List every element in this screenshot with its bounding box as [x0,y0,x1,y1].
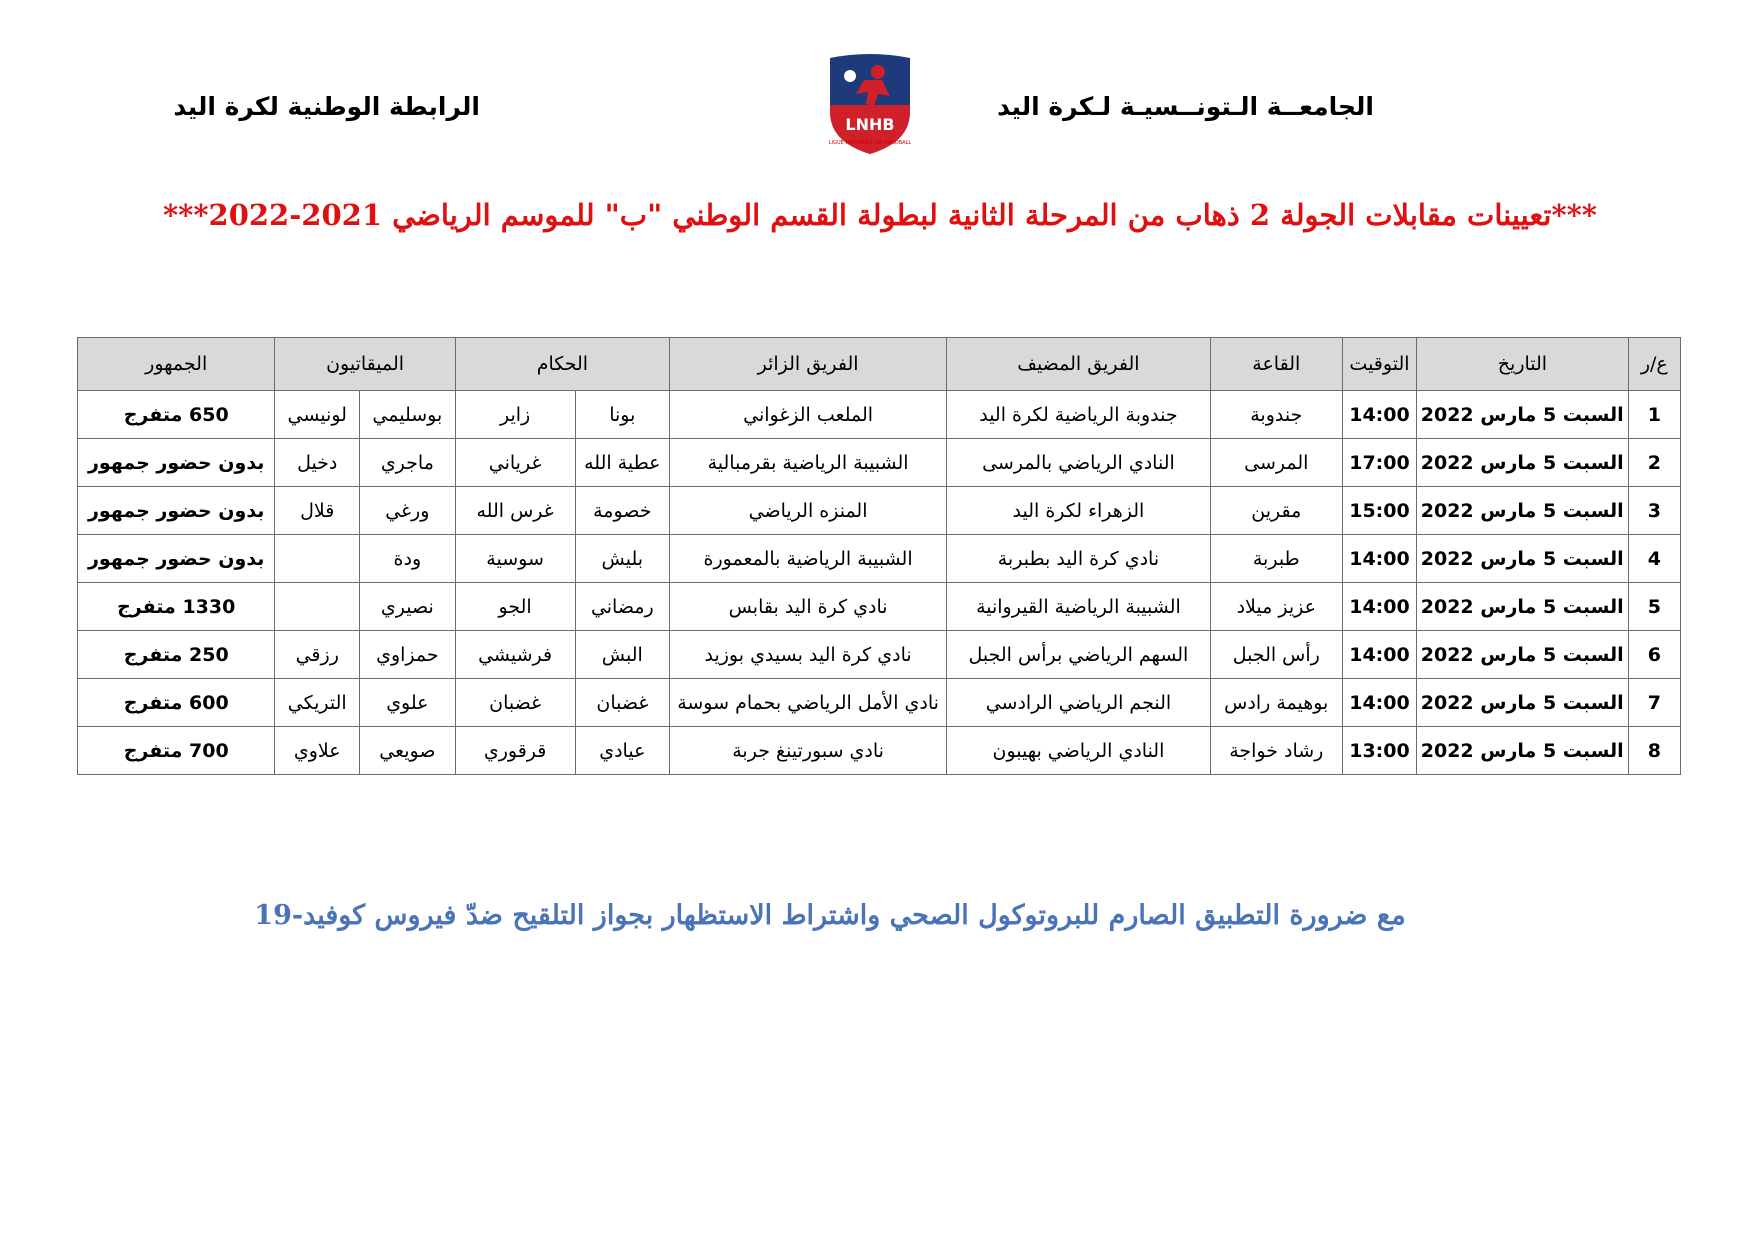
row-timekeeper-2: علاوي [275,727,360,775]
row-venue: رشاد خواجة [1210,727,1342,775]
row-away: نادي كرة اليد بسيدي بوزيد [670,631,947,679]
row-venue: عزيز ميلاد [1210,583,1342,631]
row-num: 5 [1628,583,1680,631]
row-home: الشبيبة الرياضية القيروانية [947,583,1211,631]
header-referees: الحكام [455,338,669,391]
row-venue: مقرين [1210,487,1342,535]
table-row [78,487,1681,535]
row-date: السبت 5 مارس 2022 [1417,535,1628,583]
row-num: 6 [1628,631,1680,679]
page-title: ***تعيينات مقابلات الجولة 2 ذهاب من المرحلة الثانية لبطولة القسم الوطني "ب" للموسم الرياضي 2021-2022*** [163,198,1597,232]
row-away: الملعب الزغواني [670,391,947,439]
table-row [78,439,1681,487]
row-referee-1: خصومة [575,487,670,535]
row-audience: 700 متفرج [78,727,275,775]
row-num: 1 [1628,391,1680,439]
row-time: 14:00 [1342,583,1417,631]
row-home: النادي الرياضي بالمرسى [947,439,1211,487]
row-away: نادي كرة اليد بقابس [670,583,947,631]
row-date: السبت 5 مارس 2022 [1417,439,1628,487]
row-timekeeper-2 [275,535,360,583]
row-referee-1: بليش [575,535,670,583]
table-row [78,727,1681,775]
row-home: السهم الرياضي برأس الجبل [947,631,1211,679]
row-timekeeper-1: ورغي [360,487,456,535]
row-audience: بدون حضور جمهور [78,487,275,535]
logo-subtitle: LIGUE NATIONALE DE HANDBALL [828,140,912,146]
row-num: 4 [1628,535,1680,583]
row-time: 14:00 [1342,679,1417,727]
row-referee-1: عيادي [575,727,670,775]
row-timekeeper-2: قلال [275,487,360,535]
row-audience: 250 متفرج [78,631,275,679]
schedule-table [77,337,1681,775]
header-venue: القاعة [1210,338,1342,391]
row-referee-2: زاير [455,391,575,439]
row-timekeeper-1: صويعي [360,727,456,775]
row-venue: المرسى [1210,439,1342,487]
table-row [78,631,1681,679]
row-audience: 600 متفرج [78,679,275,727]
row-audience: بدون حضور جمهور [78,535,275,583]
table-row [78,679,1681,727]
row-timekeeper-1: بوسليمي [360,391,456,439]
row-time: 14:00 [1342,391,1417,439]
row-timekeeper-1: ودة [360,535,456,583]
row-referee-2: سوسية [455,535,575,583]
row-away: الشبيبة الرياضية بالمعمورة [670,535,947,583]
header-date: التاريخ [1417,338,1628,391]
row-date: السبت 5 مارس 2022 [1417,679,1628,727]
logo-text: LNHB [845,115,895,134]
header-away: الفريق الزائر [670,338,947,391]
row-num: 3 [1628,487,1680,535]
row-time: 14:00 [1342,535,1417,583]
row-away: المنزه الرياضي [670,487,947,535]
table-row [78,391,1681,439]
row-home: النادي الرياضي بهيبون [947,727,1211,775]
row-timekeeper-2: لونيسي [275,391,360,439]
row-timekeeper-2: رزقي [275,631,360,679]
row-timekeeper-2: دخيل [275,439,360,487]
row-timekeeper-2: التريكي [275,679,360,727]
row-time: 13:00 [1342,727,1417,775]
row-referee-1: البش [575,631,670,679]
header-num: ع/ر [1628,338,1680,391]
row-num: 7 [1628,679,1680,727]
row-date: السبت 5 مارس 2022 [1417,631,1628,679]
row-time: 14:00 [1342,631,1417,679]
header-timekeepers: الميقاتيون [275,338,455,391]
row-referee-2: قرقوري [455,727,575,775]
row-time: 17:00 [1342,439,1417,487]
row-num: 8 [1628,727,1680,775]
row-timekeeper-1: علوي [360,679,456,727]
health-notice: مع ضرورة التطبيق الصارم للبروتوكول الصحي واشتراط الاستظهار بجواز التلقيح ضدّ فيروس كوفيد-19 [254,900,1406,931]
row-timekeeper-1: نصيري [360,583,456,631]
row-timekeeper-1: حمزاوي [360,631,456,679]
row-away: نادي سبورتينغ جربة [670,727,947,775]
row-audience: 1330 متفرج [78,583,275,631]
row-referee-2: غرياني [455,439,575,487]
row-home: النجم الرياضي الرادسي [947,679,1211,727]
header-time: التوقيت [1342,338,1417,391]
row-audience: 650 متفرج [78,391,275,439]
row-venue: بوهيمة رادس [1210,679,1342,727]
row-venue: رأس الجبل [1210,631,1342,679]
table-header-row [78,338,1681,391]
league-name: الرابطة الوطنية لكرة اليد [173,92,480,121]
row-timekeeper-1: ماجري [360,439,456,487]
row-referee-1: عطية الله [575,439,670,487]
row-away: نادي الأمل الرياضي بحمام سوسة [670,679,947,727]
row-referee-2: الجو [455,583,575,631]
row-home: جندوبة الرياضية لكرة اليد [947,391,1211,439]
row-num: 2 [1628,439,1680,487]
row-date: السبت 5 مارس 2022 [1417,727,1628,775]
row-referee-2: فرشيشي [455,631,575,679]
row-venue: طبربة [1210,535,1342,583]
row-home: الزهراء لكرة اليد [947,487,1211,535]
row-referee-1: غضبان [575,679,670,727]
header-home: الفريق المضيف [947,338,1211,391]
header-audience: الجمهور [78,338,275,391]
row-referee-1: رمضاني [575,583,670,631]
table-row [78,583,1681,631]
row-venue: جندوبة [1210,391,1342,439]
row-audience: بدون حضور جمهور [78,439,275,487]
row-referee-2: غضبان [455,679,575,727]
row-home: نادي كرة اليد بطبربة [947,535,1211,583]
row-date: السبت 5 مارس 2022 [1417,583,1628,631]
row-date: السبت 5 مارس 2022 [1417,487,1628,535]
row-away: الشبيبة الرياضية بقرمبالية [670,439,947,487]
table-row [78,535,1681,583]
federation-name: الجامعــة الـتونــسيـة لـكرة اليد [997,92,1374,121]
row-referee-2: غرس الله [455,487,575,535]
row-date: السبت 5 مارس 2022 [1417,391,1628,439]
row-timekeeper-2 [275,583,360,631]
row-referee-1: بونا [575,391,670,439]
row-time: 15:00 [1342,487,1417,535]
